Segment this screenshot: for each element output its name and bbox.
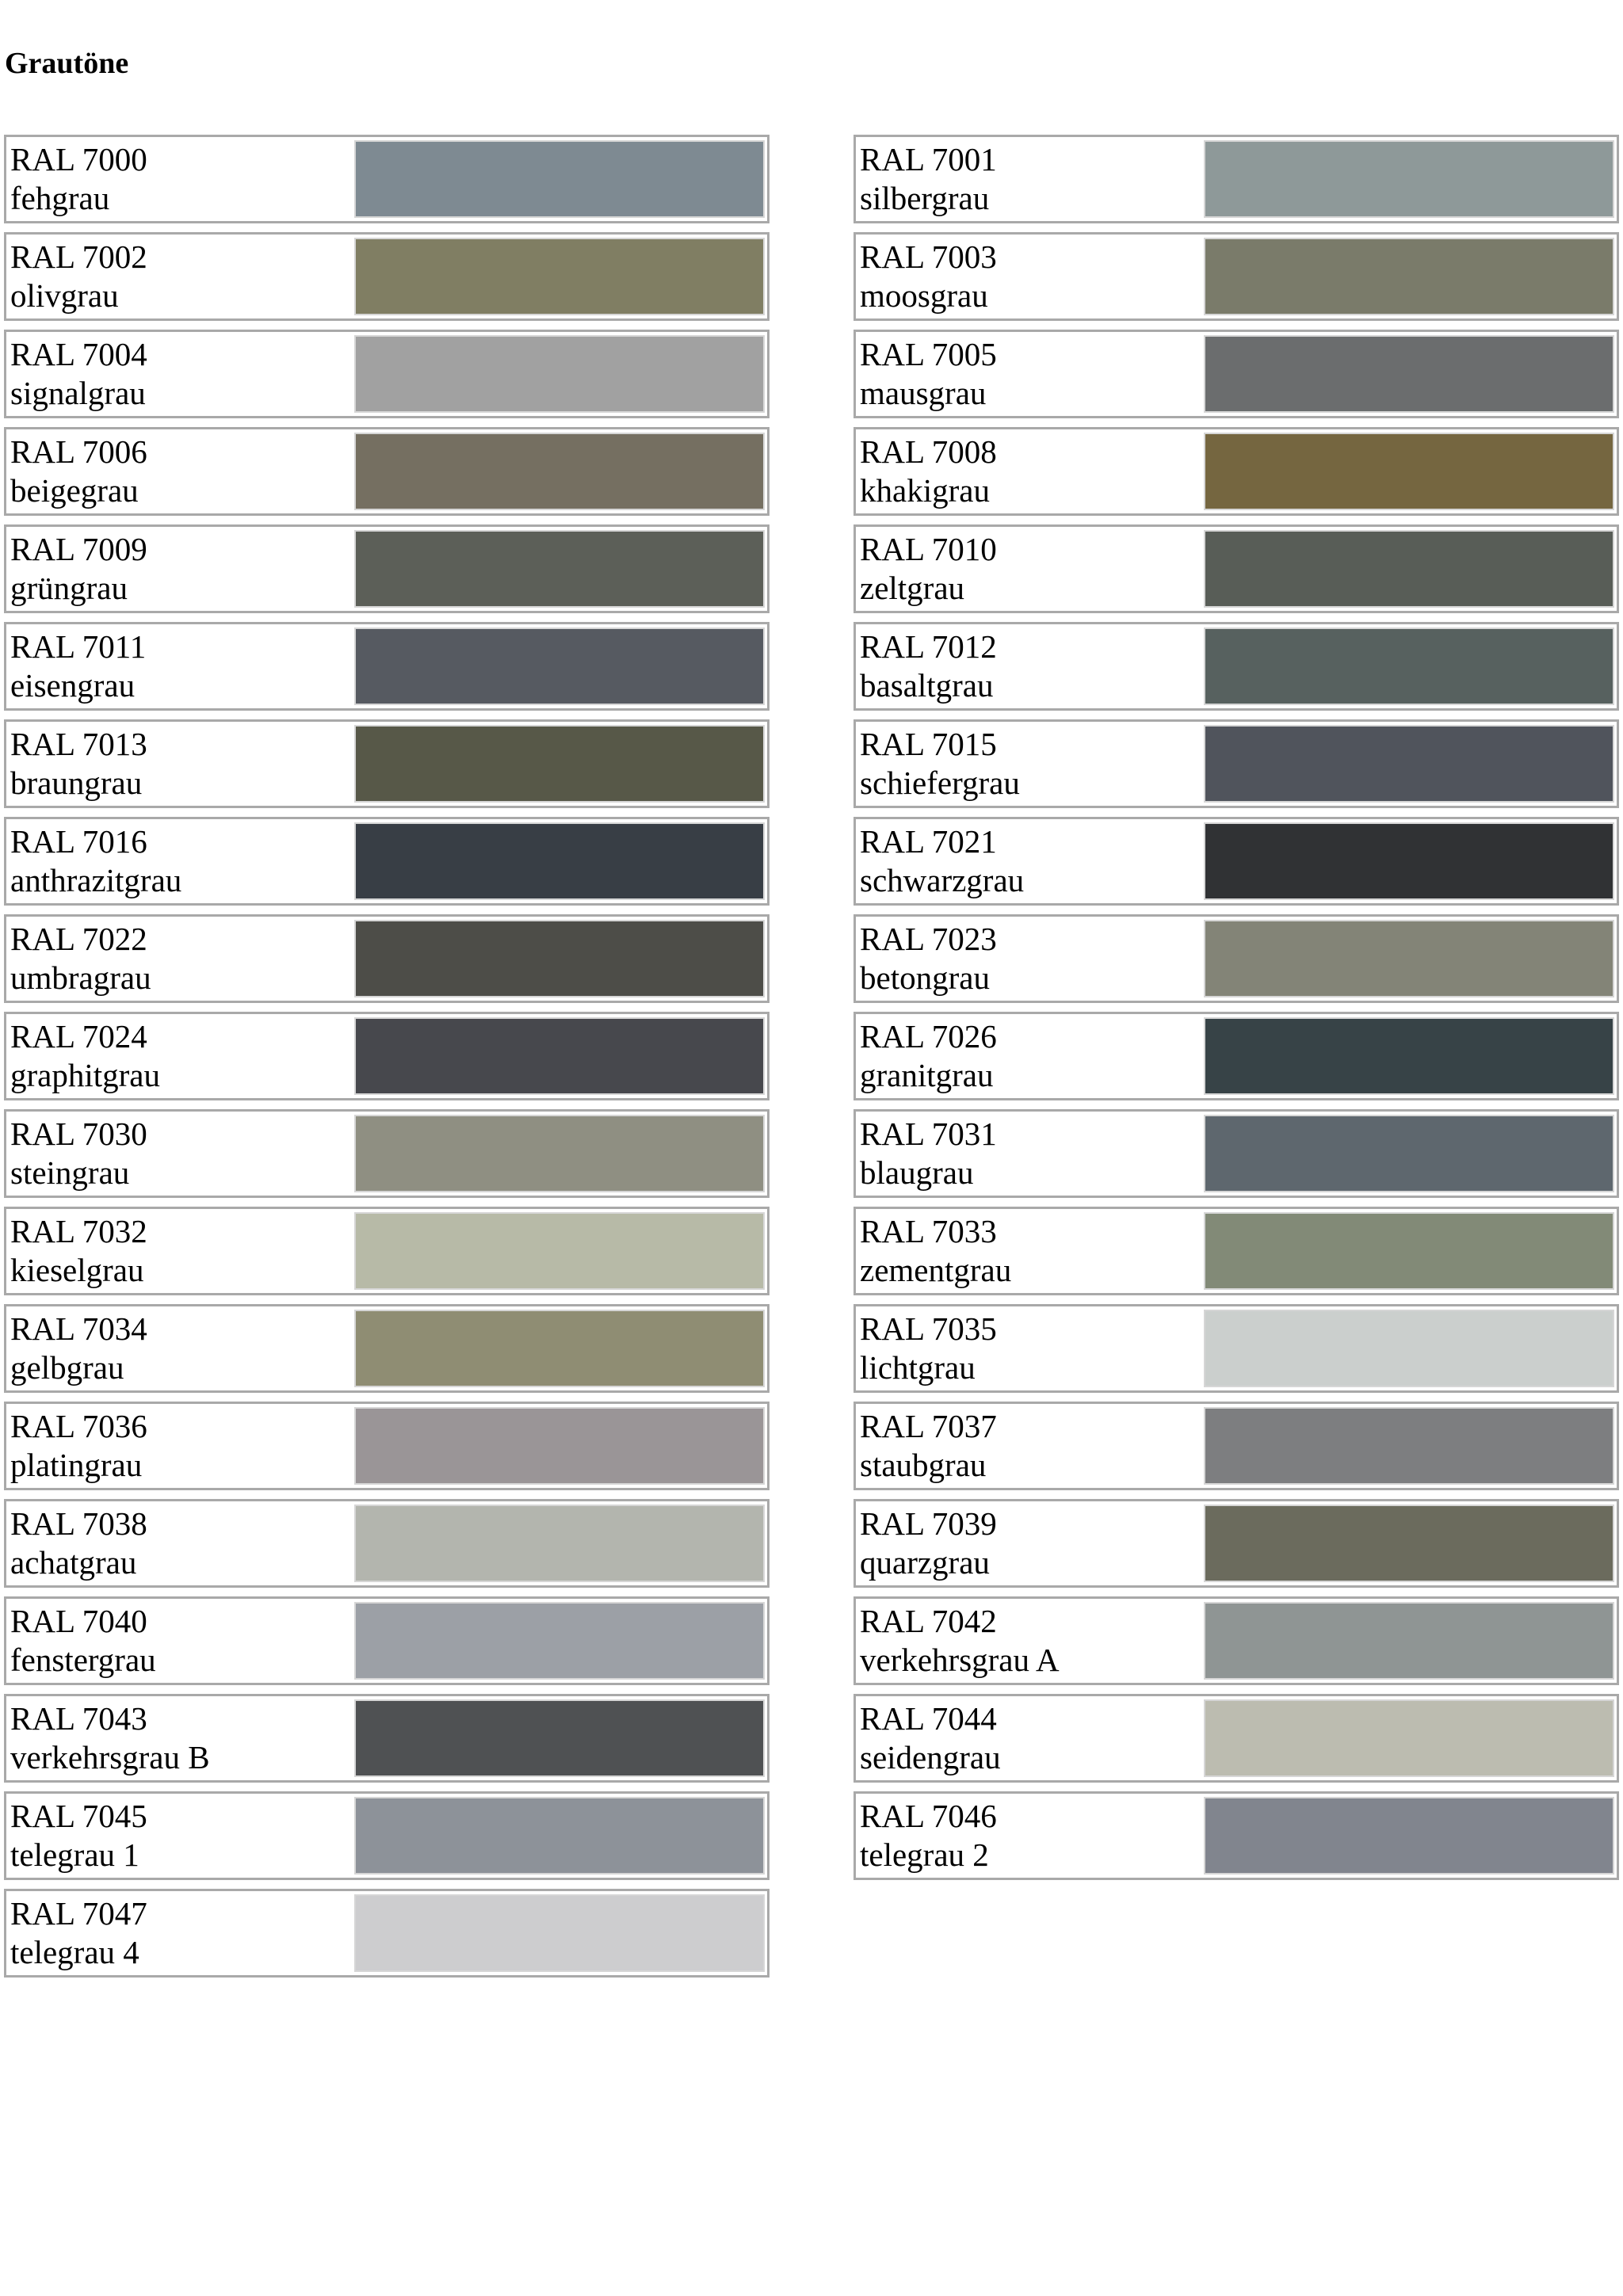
right-color-column (854, 135, 1619, 1889)
color-label (860, 920, 997, 997)
color-label (10, 140, 147, 218)
color-code: RAL 7003 (860, 238, 997, 275)
color-code: RAL 7013 (10, 726, 147, 762)
color-name: basaltgrau (860, 667, 994, 704)
color-name: khakigrau (860, 472, 990, 509)
color-label (10, 1017, 160, 1095)
color-card (4, 914, 769, 1003)
color-label (10, 238, 147, 315)
color-name: verkehrsgrau B (10, 1739, 210, 1775)
color-swatch (1204, 1115, 1614, 1192)
color-label (10, 1212, 147, 1290)
color-card (4, 1012, 769, 1100)
color-label (10, 433, 147, 510)
color-card (4, 1304, 769, 1393)
color-swatch (354, 627, 765, 705)
color-card (4, 1694, 769, 1783)
color-code: RAL 7044 (860, 1700, 997, 1737)
color-swatch (1204, 1505, 1614, 1582)
color-code: RAL 7011 (10, 628, 147, 665)
color-swatch (1204, 530, 1614, 608)
color-label (10, 1602, 156, 1680)
color-name: fenstergrau (10, 1642, 156, 1678)
color-swatch (354, 238, 765, 315)
color-swatch (354, 1797, 765, 1875)
color-label (10, 530, 147, 608)
color-label (10, 725, 147, 803)
color-card (4, 817, 769, 906)
color-name: kieselgrau (10, 1252, 144, 1288)
color-swatch (1204, 1310, 1614, 1387)
color-name: granitgrau (860, 1057, 994, 1093)
color-label (860, 1505, 997, 1582)
color-swatch (1204, 433, 1614, 510)
color-card (4, 1596, 769, 1685)
color-code: RAL 7033 (860, 1213, 997, 1249)
color-code: RAL 7006 (10, 433, 147, 470)
color-name: quarzgrau (860, 1544, 990, 1581)
color-name: verkehrsgrau A (860, 1642, 1060, 1678)
color-swatch (354, 1017, 765, 1095)
color-card (4, 524, 769, 613)
color-name: seidengrau (860, 1739, 1001, 1775)
color-card (854, 135, 1619, 223)
color-name: schwarzgrau (860, 862, 1025, 898)
color-card (4, 1889, 769, 1978)
color-name: eisengrau (10, 667, 136, 704)
color-card (4, 232, 769, 321)
color-swatch (1204, 920, 1614, 997)
color-label (860, 1115, 997, 1192)
color-swatch (354, 530, 765, 608)
color-card (4, 719, 769, 808)
color-code: RAL 7000 (10, 141, 147, 177)
color-card (854, 719, 1619, 808)
color-code: RAL 7035 (860, 1310, 997, 1347)
color-label (10, 335, 147, 413)
color-name: gelbgrau (10, 1349, 124, 1386)
color-label (10, 1505, 147, 1582)
color-name: grüngrau (10, 570, 128, 606)
color-name: schiefergrau (860, 765, 1020, 801)
color-code: RAL 7045 (10, 1798, 147, 1834)
color-code: RAL 7047 (10, 1895, 147, 1932)
color-card (854, 330, 1619, 418)
color-name: telegrau 4 (10, 1934, 139, 1970)
color-card (4, 622, 769, 711)
color-code: RAL 7010 (860, 531, 997, 567)
color-card (854, 1109, 1619, 1198)
color-label (860, 433, 997, 510)
color-label (10, 1407, 147, 1485)
color-name: lichtgrau (860, 1349, 976, 1386)
color-card (4, 1402, 769, 1490)
color-code: RAL 7015 (860, 726, 997, 762)
color-swatch (354, 433, 765, 510)
color-card (854, 232, 1619, 321)
color-swatch (354, 1505, 765, 1582)
color-card (4, 135, 769, 223)
color-name: zeltgrau (860, 570, 965, 606)
color-card (854, 1207, 1619, 1295)
color-swatch (354, 140, 765, 218)
color-label (10, 920, 151, 997)
color-name: moosgrau (860, 277, 988, 314)
color-code: RAL 7032 (10, 1213, 147, 1249)
color-code: RAL 7008 (860, 433, 997, 470)
color-swatch (1204, 1602, 1614, 1680)
color-code: RAL 7040 (10, 1603, 147, 1639)
color-name: olivgrau (10, 277, 119, 314)
color-label (10, 627, 146, 705)
color-name: braungrau (10, 765, 143, 801)
color-label (860, 238, 997, 315)
color-label (10, 822, 181, 900)
color-label (860, 822, 1024, 900)
color-code: RAL 7022 (10, 921, 147, 957)
color-code: RAL 7023 (860, 921, 997, 957)
color-card (854, 1694, 1619, 1783)
color-swatch (354, 1699, 765, 1777)
color-name: staubgrau (860, 1447, 987, 1483)
color-swatch (354, 1115, 765, 1192)
color-swatch (1204, 1017, 1614, 1095)
color-name: anthrazitgrau (10, 862, 182, 898)
color-label (860, 1407, 997, 1485)
color-code: RAL 7038 (10, 1505, 147, 1542)
color-name: zementgrau (860, 1252, 1012, 1288)
color-swatch (354, 1602, 765, 1680)
color-card (854, 622, 1619, 711)
color-label (860, 627, 997, 705)
color-code: RAL 7001 (860, 141, 997, 177)
color-card (4, 1109, 769, 1198)
color-card (854, 1499, 1619, 1588)
color-code: RAL 7005 (860, 336, 997, 372)
color-card (854, 1304, 1619, 1393)
page-title: Grautöne (5, 47, 129, 80)
color-name: umbragrau (10, 959, 151, 996)
color-label (10, 1115, 147, 1192)
color-card (854, 1012, 1619, 1100)
color-code: RAL 7024 (10, 1018, 147, 1055)
color-label (10, 1699, 210, 1777)
color-name: telegrau 1 (10, 1836, 139, 1873)
color-code: RAL 7012 (860, 628, 997, 665)
color-card (854, 524, 1619, 613)
color-label (10, 1894, 147, 1972)
color-swatch (1204, 725, 1614, 803)
color-label (860, 140, 997, 218)
color-code: RAL 7037 (860, 1408, 997, 1444)
color-swatch (1204, 1797, 1614, 1875)
color-card (4, 427, 769, 516)
color-card (4, 330, 769, 418)
color-code: RAL 7031 (860, 1116, 997, 1152)
color-name: signalgrau (10, 375, 146, 411)
color-name: betongrau (860, 959, 990, 996)
color-swatch (1204, 1407, 1614, 1485)
color-code: RAL 7039 (860, 1505, 997, 1542)
color-code: RAL 7009 (10, 531, 147, 567)
color-label (860, 725, 1020, 803)
color-code: RAL 7034 (10, 1310, 147, 1347)
color-swatch (354, 920, 765, 997)
color-code: RAL 7036 (10, 1408, 147, 1444)
color-card (4, 1207, 769, 1295)
color-label (860, 335, 997, 413)
color-card (854, 1791, 1619, 1880)
color-name: graphitgrau (10, 1057, 160, 1093)
color-label (10, 1797, 147, 1875)
color-code: RAL 7004 (10, 336, 147, 372)
color-label (860, 1699, 1001, 1777)
color-card (854, 914, 1619, 1003)
color-label (860, 1017, 997, 1095)
color-card (854, 1596, 1619, 1685)
color-code: RAL 7016 (10, 823, 147, 860)
color-swatch (1204, 1699, 1614, 1777)
color-label (10, 1310, 147, 1387)
color-swatch (354, 1310, 765, 1387)
color-code: RAL 7026 (860, 1018, 997, 1055)
color-label (860, 1797, 997, 1875)
color-name: platingrau (10, 1447, 143, 1483)
color-swatch (1204, 335, 1614, 413)
color-name: silbergrau (860, 180, 990, 216)
color-label (860, 530, 997, 608)
color-swatch (354, 335, 765, 413)
color-name: steingrau (10, 1154, 130, 1191)
color-swatch (354, 725, 765, 803)
color-name: mausgrau (860, 375, 987, 411)
color-card (854, 1402, 1619, 1490)
color-card (4, 1499, 769, 1588)
color-swatch (1204, 822, 1614, 900)
color-swatch (1204, 627, 1614, 705)
color-swatch (1204, 140, 1614, 218)
left-color-column (4, 135, 769, 1986)
color-swatch (1204, 1212, 1614, 1290)
color-name: fehgrau (10, 180, 110, 216)
color-code: RAL 7042 (860, 1603, 997, 1639)
color-name: achatgrau (10, 1544, 137, 1581)
color-code: RAL 7043 (10, 1700, 147, 1737)
color-card (854, 817, 1619, 906)
color-name: beigegrau (10, 472, 139, 509)
color-swatch (354, 822, 765, 900)
color-swatch (1204, 238, 1614, 315)
color-name: telegrau 2 (860, 1836, 989, 1873)
color-swatch (354, 1894, 765, 1972)
color-card (4, 1791, 769, 1880)
color-code: RAL 7021 (860, 823, 997, 860)
color-name: blaugrau (860, 1154, 974, 1191)
color-code: RAL 7002 (10, 238, 147, 275)
color-swatch (354, 1212, 765, 1290)
color-label (860, 1602, 1060, 1680)
color-label (860, 1212, 1011, 1290)
color-code: RAL 7030 (10, 1116, 147, 1152)
color-card (854, 427, 1619, 516)
color-label (860, 1310, 997, 1387)
color-swatch (354, 1407, 765, 1485)
color-code: RAL 7046 (860, 1798, 997, 1834)
